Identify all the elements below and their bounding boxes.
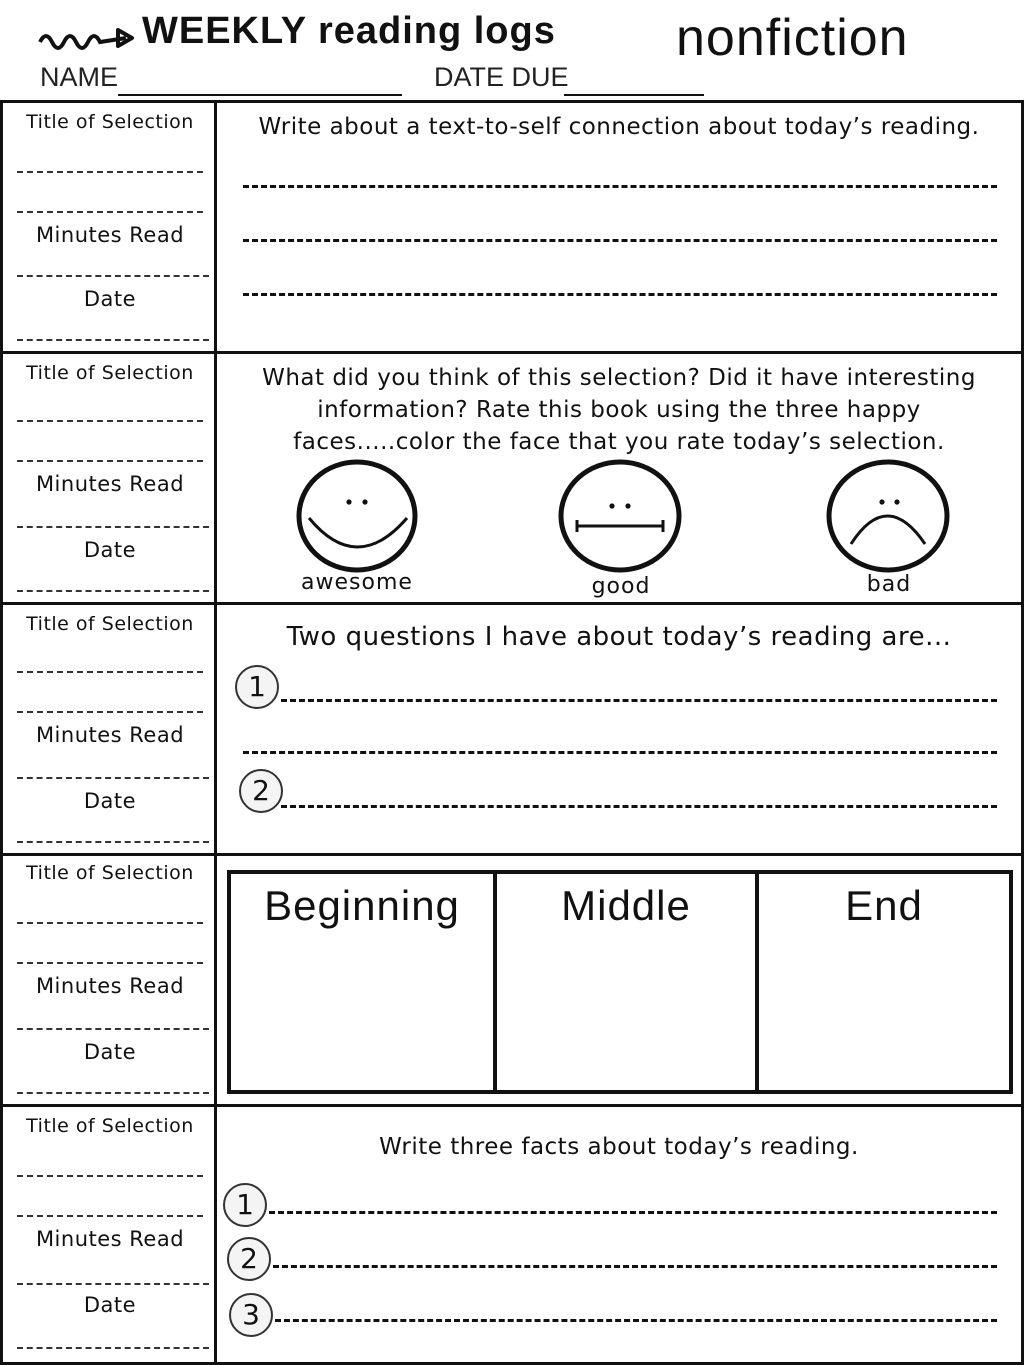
title-field-line-2[interactable] <box>17 211 203 213</box>
minutes-field[interactable] <box>17 275 209 277</box>
title-field-line-1[interactable] <box>17 671 203 673</box>
minutes-field[interactable] <box>17 526 209 528</box>
title-field-line-2[interactable] <box>17 1215 203 1217</box>
minutes-field[interactable] <box>17 1028 209 1030</box>
title-of-selection-label: Title of Selection <box>26 862 194 884</box>
writing-line-3[interactable] <box>243 293 997 296</box>
questions-prompt: Two questions I have about today’s reading are... <box>286 622 952 652</box>
squiggle-arrow-icon <box>38 24 138 52</box>
question-line-1[interactable] <box>281 699 997 702</box>
fact-line-2[interactable] <box>273 1265 997 1268</box>
worksheet-header <box>0 0 1024 102</box>
date-field[interactable] <box>17 339 209 341</box>
log-row-1 <box>0 100 1024 354</box>
title-field-line-2[interactable] <box>17 460 203 462</box>
number-badge-3: 3 <box>229 1293 273 1337</box>
minutes-field[interactable] <box>17 1283 209 1285</box>
end-box[interactable] <box>755 874 1009 1090</box>
entry-sidebar <box>3 354 217 602</box>
date-label: Date <box>83 1040 137 1064</box>
log-row-5 <box>0 1104 1024 1365</box>
facts-prompt: Write three facts about today’s reading. <box>379 1134 859 1160</box>
date-due-label: DATE DUE <box>434 62 569 92</box>
rating-prompt: What did you think of this selection? Did it have interesting information? Rate this book using the three happy faces.....color the face that you rate today’s selection. <box>262 365 976 455</box>
title-field-line-2[interactable] <box>17 711 203 713</box>
awesome-label: awesome <box>301 570 413 595</box>
name-field[interactable] <box>118 94 402 96</box>
title-of-selection-label: Title of Selection <box>26 362 194 384</box>
log-row-2 <box>0 351 1024 605</box>
middle-heading: Middle <box>561 882 691 929</box>
genre-label: nonfiction <box>676 9 909 67</box>
question-line-2[interactable] <box>243 751 997 754</box>
story-sequence-table <box>227 870 1013 1094</box>
date-field[interactable] <box>17 841 209 843</box>
neutral-face-icon[interactable] <box>557 458 683 578</box>
middle-box[interactable] <box>493 874 755 1090</box>
writing-line-2[interactable] <box>243 239 997 242</box>
minutes-field[interactable] <box>17 777 209 779</box>
title-of-selection-label: Title of Selection <box>26 1115 194 1137</box>
minutes-read-label: Minutes Read <box>35 1227 185 1251</box>
entry-sidebar <box>3 103 217 351</box>
log-row-4 <box>0 853 1024 1107</box>
fact-line-1[interactable] <box>269 1211 997 1214</box>
beginning-box[interactable] <box>231 874 493 1090</box>
end-heading: End <box>845 882 923 929</box>
entry-sidebar <box>3 605 217 853</box>
frowning-face-icon[interactable] <box>825 458 951 578</box>
date-label: Date <box>83 1293 137 1317</box>
minutes-read-label: Minutes Read <box>35 223 185 247</box>
title-field-line-1[interactable] <box>17 171 203 173</box>
title-field-line-1[interactable] <box>17 1175 203 1177</box>
number-badge-1: 1 <box>235 665 279 709</box>
name-label: NAME <box>40 62 119 92</box>
page-title: WEEKLY reading logs <box>142 10 556 52</box>
smiling-face-icon[interactable] <box>295 458 419 578</box>
entry-main <box>217 103 1021 351</box>
entry-main <box>217 1107 1021 1362</box>
title-of-selection-label: Title of Selection <box>26 111 194 133</box>
title-field-line-2[interactable] <box>17 962 203 964</box>
minutes-read-label: Minutes Read <box>35 723 185 747</box>
entry-sidebar <box>3 1107 217 1362</box>
good-label: good <box>591 574 651 599</box>
writing-line-1[interactable] <box>243 185 997 188</box>
log-row-3 <box>0 602 1024 856</box>
entry-main <box>217 605 1021 853</box>
title-field-line-1[interactable] <box>17 922 203 924</box>
date-field[interactable] <box>17 1092 209 1094</box>
date-label: Date <box>83 789 137 813</box>
minutes-read-label: Minutes Read <box>35 974 185 998</box>
date-label: Date <box>83 287 137 311</box>
date-label: Date <box>83 538 137 562</box>
number-badge-1: 1 <box>223 1183 267 1227</box>
reading-log-grid <box>0 100 1024 1365</box>
connection-prompt: Write about a text-to-self connection about today’s reading. <box>258 114 980 140</box>
title-of-selection-label: Title of Selection <box>26 613 194 635</box>
question-line-3[interactable] <box>281 805 997 808</box>
date-field[interactable] <box>17 590 209 592</box>
fact-line-3[interactable] <box>275 1319 997 1322</box>
date-due-field[interactable] <box>564 94 704 96</box>
title-field-line-1[interactable] <box>17 420 203 422</box>
entry-sidebar <box>3 856 217 1104</box>
beginning-heading: Beginning <box>264 882 460 929</box>
entry-main <box>217 354 1021 602</box>
entry-main <box>217 856 1021 1104</box>
bad-label: bad <box>866 572 912 597</box>
minutes-read-label: Minutes Read <box>35 472 185 496</box>
number-badge-2: 2 <box>227 1237 271 1281</box>
number-badge-2: 2 <box>239 769 283 813</box>
date-field[interactable] <box>17 1347 209 1349</box>
